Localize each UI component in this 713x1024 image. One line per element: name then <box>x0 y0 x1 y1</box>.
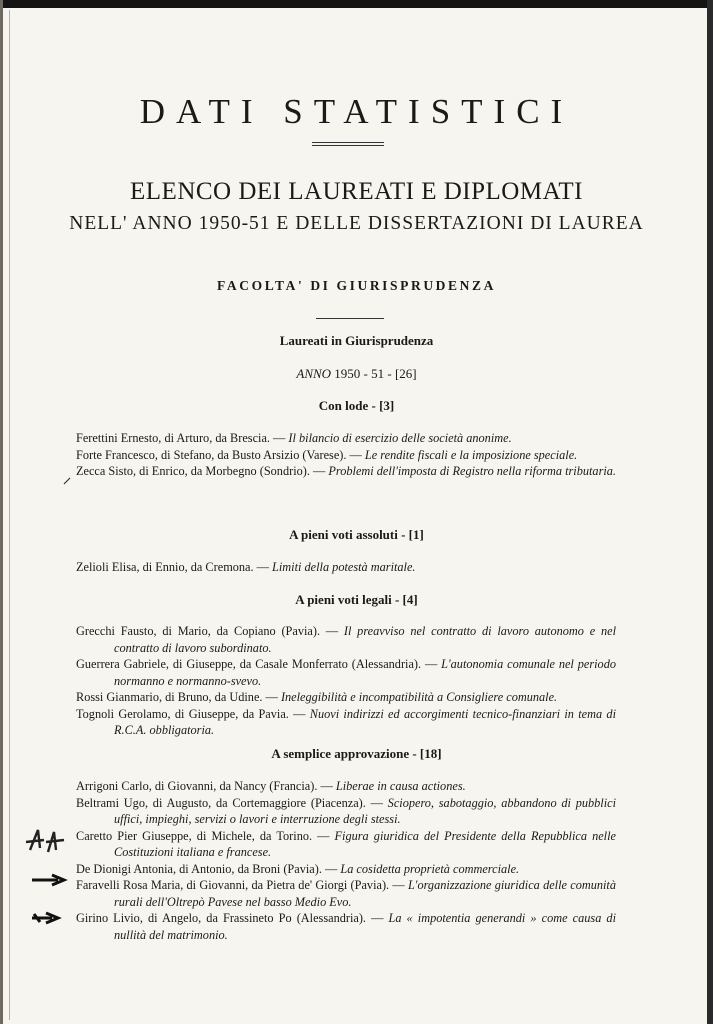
entry-author: Tognoli Gerolamo, di Giuseppe, da Pavia. — <box>76 706 306 721</box>
entry-author: Ferettini Ernesto, di Arturo, da Brescia. — <box>76 431 286 445</box>
entry-thesis: La « impotentia generandi » come causa di nullità del matrimonio. <box>114 911 616 942</box>
entry-thesis: Figura giuridica del Presidente della Repubblica nelle Costituzioni italiana e francese. <box>114 828 616 859</box>
entry-author: Arrigoni Carlo, di Giovanni, da Nancy (Francia). — <box>76 779 333 793</box>
list-item <box>76 430 616 447</box>
faculty-rule <box>316 318 384 319</box>
entry-thesis: L'autonomia comunale nel periodo normanno e normanno-svevo. <box>114 657 616 688</box>
entry-thesis: Il bilancio di esercizio delle società anonime. <box>288 431 512 445</box>
list-item <box>76 559 616 576</box>
year-value: 1950 - 51 - [26] <box>334 366 417 381</box>
entry-thesis: Le rendite fiscali e la imposizione speciale. <box>364 447 578 462</box>
section-entries <box>76 430 616 480</box>
section-entries <box>76 778 616 943</box>
entry-thesis: Nuovi indirizzi ed accorgimenti tecnico-finanziari in tema di R.C.A. obbligatoria. <box>114 706 616 737</box>
entry-author: Forte Francesco, di Stefano, da Busto Arsizio (Varese). — <box>76 447 362 462</box>
list-item <box>76 689 616 706</box>
year-prefix: ANNO <box>296 366 332 381</box>
arrow-mark-icon <box>30 910 64 926</box>
list-item <box>76 910 616 943</box>
list-item <box>76 778 616 795</box>
entry-thesis: Ineleggibilità e incompatibilità a Consigliere comunale. <box>280 690 558 704</box>
entry-author: Girino Livio, di Angelo, da Frassineto Po (Alessandria). — <box>76 911 384 925</box>
list-item <box>76 861 616 878</box>
scan-binding-line <box>9 10 10 1020</box>
year-line <box>0 366 713 382</box>
section-entries <box>76 623 616 739</box>
entry-author: De Dionigi Antonia, di Antonio, da Broni (Pavia). — <box>76 861 338 876</box>
subtitle-line-2: NELL' ANNO 1950-51 E DELLE DISSERTAZIONI DI LAUREA <box>69 213 644 234</box>
scan-right-edge <box>707 0 713 1024</box>
entry-author: Guerrera Gabriele, di Giuseppe, da Casale Monferrato (Alessandria). — <box>76 657 438 671</box>
graduates-label: Laureati in Giurisprudenza <box>279 333 434 348</box>
entry-author: Zelioli Elisa, di Ennio, da Cremona. — <box>76 560 269 574</box>
section-title: A pieni voti legali - [4] <box>295 592 418 607</box>
arrow-mark-icon <box>30 873 70 887</box>
subtitle-line-1: ELENCO DEI LAUREATI E DIPLOMATI <box>130 178 583 205</box>
entry-author: Faravelli Rosa Maria, di Giovanni, da Pietra de' Giorgi (Pavia). — <box>76 878 405 892</box>
entry-thesis: L'organizzazione giuridica delle comunità rurali dell'Oltrepò Pavese nel basso Medio Evo. <box>114 878 617 909</box>
section-entries <box>76 559 616 576</box>
scan-top-edge <box>0 0 713 8</box>
list-item <box>76 828 616 861</box>
entry-author: Caretto Pier Giuseppe, di Michele, da Torino. — <box>76 828 330 843</box>
list-item <box>76 447 616 464</box>
entry-thesis: Problemi dell'imposta di Registro nella riforma tributaria. <box>328 464 617 478</box>
list-item <box>76 795 616 828</box>
entry-thesis: Il preavviso nel contratto di lavoro autonomo e nel contratto di lavoro subordinato. <box>114 624 616 655</box>
scan-left-edge <box>0 0 3 1024</box>
section-title: A pieni voti assoluti - [1] <box>289 527 424 542</box>
title-rule-2 <box>312 145 384 146</box>
list-item <box>76 706 616 739</box>
list-item <box>76 656 616 689</box>
entry-thesis: Sciopero, sabotaggio, abbandono di pubblici uffici, impieghi, servizi o lavori e interruzione degli stessi. <box>114 795 616 826</box>
entry-author: Beltrami Ugo, di Augusto, da Cortemaggiore (Piacenza). — <box>76 795 383 810</box>
tick-mark-icon <box>62 476 72 486</box>
entry-thesis: La cosidetta proprietà commerciale. <box>340 861 520 876</box>
entry-thesis: Liberae in causa actiones. <box>335 779 466 793</box>
title-rule <box>312 142 384 143</box>
section-title: A semplice approvazione - [18] <box>271 746 442 761</box>
entry-author: Grecchi Fausto, di Mario, da Copiano (Pavia). — <box>76 624 339 638</box>
handwritten-mark-icon <box>24 824 68 858</box>
list-item <box>76 463 616 480</box>
section-title: Con lode - [3] <box>318 398 395 413</box>
faculty-heading: FACOLTA' DI GIURISPRUDENZA <box>217 278 496 293</box>
entry-author: Zecca Sisto, di Enrico, da Morbegno (Sondrio). — <box>76 464 326 478</box>
entry-thesis: Limiti della potestà maritale. <box>272 560 416 574</box>
entry-author: Rossi Gianmario, di Bruno, da Udine. — <box>76 690 278 704</box>
list-item <box>76 623 616 656</box>
page-title: DATI STATISTICI <box>139 92 574 131</box>
list-item <box>76 877 616 910</box>
